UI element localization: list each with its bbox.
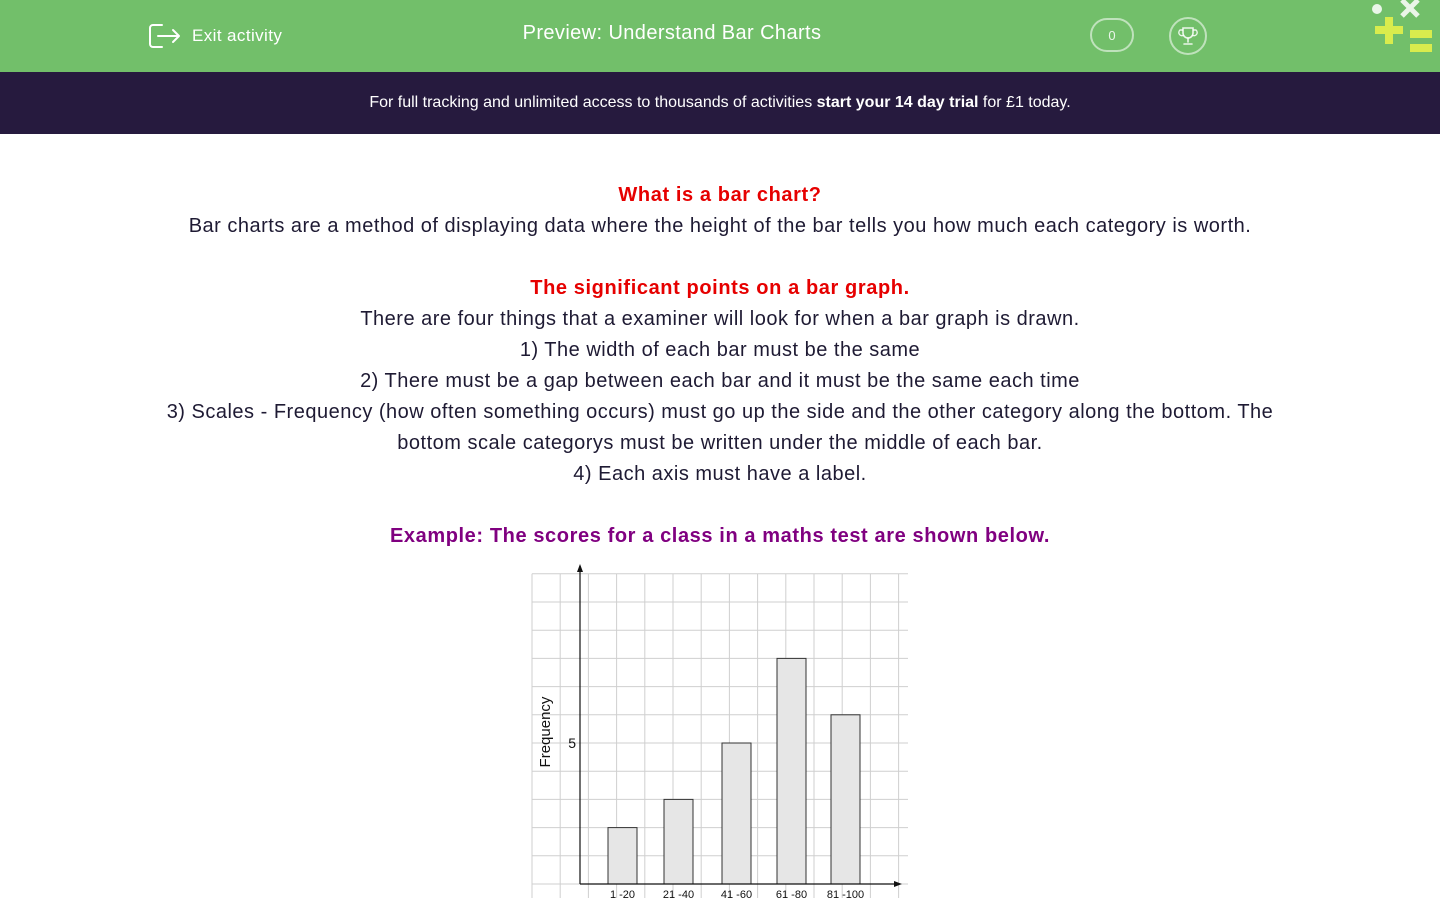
significant-points-intro: There are four things that a examiner will look for when a bar graph is drawn. [360, 308, 1080, 330]
y-tick-label: 5 [568, 735, 576, 751]
heading-significant-points: The significant points on a bar graph. [530, 277, 910, 299]
y-axis-arrow [577, 564, 583, 572]
heading-what-is-bar-chart: What is a bar chart? [618, 184, 822, 206]
point-1: 1) The width of each bar must be the same [519, 339, 921, 361]
score-badge: 0 [1090, 18, 1134, 52]
x-tick-label-3: 61 -80 [775, 889, 808, 900]
y-axis-label: Frequency [537, 696, 554, 768]
lesson-content [0, 134, 1440, 552]
bar-0 [608, 828, 637, 884]
bar-1 [664, 799, 693, 884]
bar-chart [528, 552, 912, 900]
example-heading: Example: The scores for a class in a maths test are shown below. [389, 525, 1051, 547]
bar-2 [722, 743, 751, 884]
exit-activity-button[interactable] [148, 20, 282, 52]
promo-text-after: for £1 today. [978, 94, 1071, 111]
point-2: 2) There must be a gap between each bar and it must be the same each time [360, 370, 1080, 392]
point-3: 3) Scales - Frequency (how often something occurs) must go up the side and the other category along the bottom. The bottom scale categorys must be written under the middle of each bar. [166, 401, 1274, 454]
point-4: 4) Each axis must have a label. [573, 463, 867, 485]
top-bar [0, 0, 1440, 72]
page-title: Preview: Understand Bar Charts [522, 22, 822, 44]
promo-trial-link[interactable]: start your 14 day trial [816, 94, 979, 111]
exit-activity-label: Exit activity [192, 26, 283, 45]
bar-4 [831, 715, 860, 884]
brand-logo [1366, 0, 1440, 60]
x-tick-label-1: 21 -40 [662, 889, 695, 900]
trial-promo-banner [0, 72, 1440, 134]
promo-text [369, 94, 1070, 112]
chart-labels [537, 696, 864, 900]
x-axis-arrow [894, 881, 902, 887]
trophy-icon [1176, 24, 1200, 48]
bar-chart-definition: Bar charts are a method of displaying data where the height of the bar tells you how much each category is worth. [188, 215, 1252, 237]
trophy-button[interactable] [1169, 17, 1207, 55]
bar-3 [777, 658, 806, 884]
x-tick-label-2: 41 -60 [720, 889, 753, 900]
x-tick-label-4: 81 -100 [826, 889, 865, 900]
exit-icon [148, 21, 182, 51]
x-tick-label-0: 1 -20 [609, 889, 636, 900]
promo-text-before: For full tracking and unlimited access to thousands of activities [369, 94, 817, 111]
